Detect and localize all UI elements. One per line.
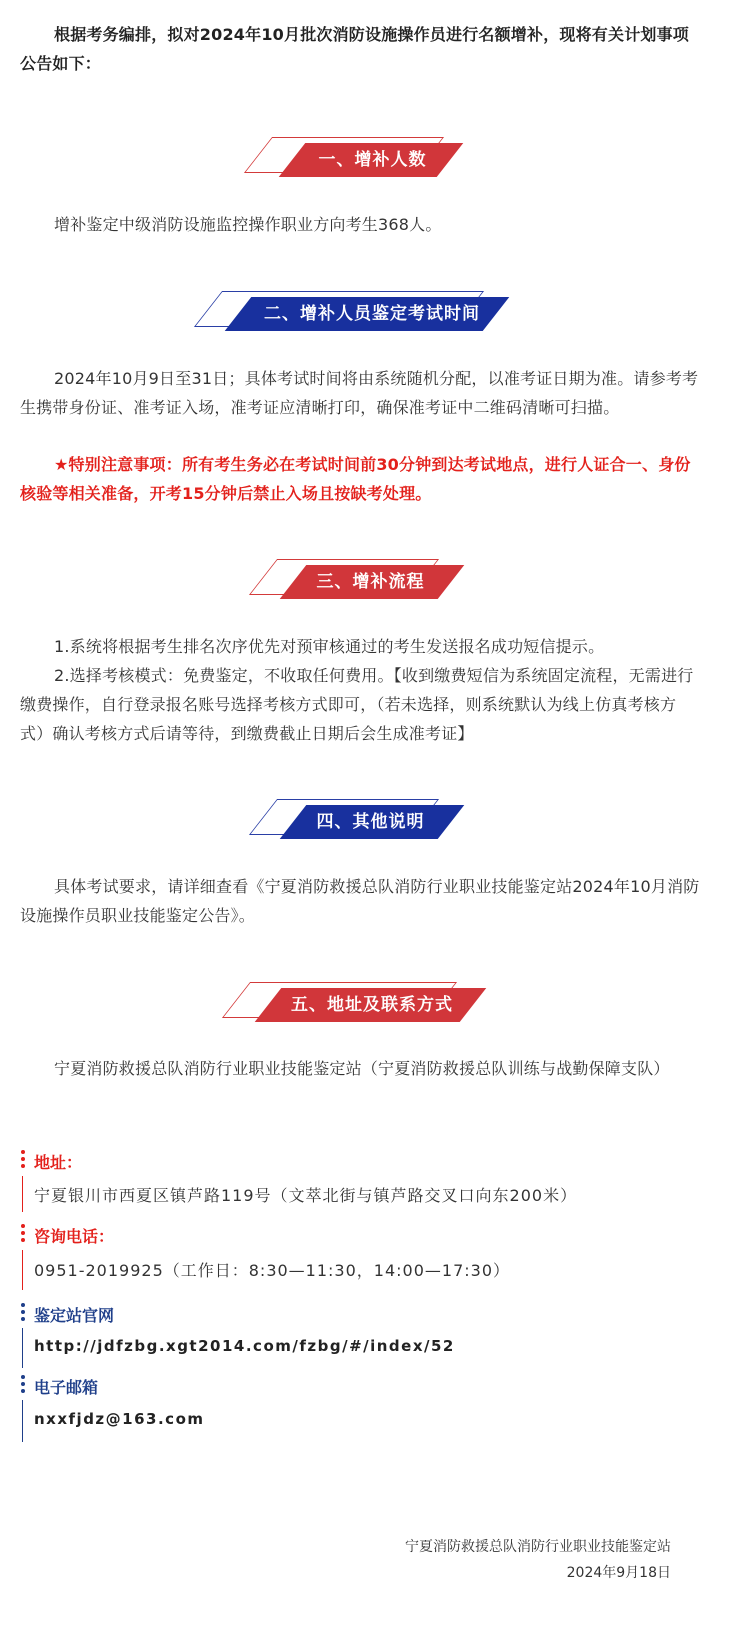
phone-divider: [22, 1250, 23, 1290]
email-marker-icon: [21, 1375, 25, 1396]
address-value: 宁夏银川市西夏区镇芦路119号（文萃北街与镇芦路交叉口向东200米）: [34, 1186, 578, 1205]
address-label: 地址：: [34, 1153, 83, 1172]
phone-label: 咨询电话：: [34, 1227, 115, 1246]
section-title-5: 五、地址及联系方式: [291, 995, 453, 1015]
section-title-2: 二、增补人员鉴定考试时间: [264, 304, 480, 324]
section-banner-1: [250, 137, 465, 177]
phone-marker-icon: [21, 1224, 25, 1245]
section-4-text: 具体考试要求，请详细查看《宁夏消防救援总队消防行业职业技能鉴定站2024年10月消防设施操作员职业技能鉴定公告》。: [20, 877, 700, 925]
section-title-4: 四、其他说明: [316, 812, 425, 832]
section-3-step-1: 1.系统将根据考生排名次序优先对预审核通过的考生发送报名成功短信提示。: [54, 637, 605, 656]
email-label: 电子邮箱: [34, 1378, 99, 1397]
section-1-text: 增补鉴定中级消防设施监控操作职业方向考生368人。: [54, 215, 442, 234]
address-divider: [22, 1176, 23, 1212]
section-3-step-2: 2.选择考核模式：免费鉴定，不收取任何费用。【收到缴费短信为系统固定流程，无需进行缴费操作，自行登录报名账号选择考核方式即可，（若未选择，则系统默认为线上仿真考核方式）确认考核方式后请等待，到缴费截止日期后会生成准考证】: [20, 666, 694, 743]
section-banner-5: [228, 982, 488, 1022]
website-marker-icon: [21, 1303, 25, 1324]
website-divider: [22, 1328, 23, 1368]
section-title-3: 三、增补流程: [316, 572, 425, 592]
section-2-text: 2024年10月9日至31日；具体考试时间将由系统随机分配，以准考证日期为准。请参考考生携带身份证、准考证入场，准考证应清晰打印，确保准考证中二维码清晰可扫描。: [20, 369, 699, 417]
intro-paragraph: 根据考务编排，拟对2024年10月批次消防设施操作员进行名额增补，现将有关计划事项公告如下：: [20, 25, 689, 73]
email-link[interactable]: nxxfjdz@163.com: [34, 1410, 205, 1428]
section-banner-4: [255, 799, 460, 839]
website-link[interactable]: http://jdfzbg.xgt2014.com/fzbg/#/index/52: [34, 1337, 455, 1355]
special-notice: ★特别注意事项：所有考生务必在考试时间前30分钟到达考试地点，进行人证合一、身份核验等相关准备，开考15分钟后禁止入场且按缺考处理。: [20, 455, 691, 503]
section-5-text: 宁夏消防救援总队消防行业职业技能鉴定站（宁夏消防救援总队训练与战勤保障支队）: [54, 1059, 670, 1078]
email-divider: [22, 1400, 23, 1442]
signature-date: 2024年9月18日: [566, 1565, 671, 1581]
signature-org: 宁夏消防救援总队消防行业职业技能鉴定站: [405, 1539, 671, 1555]
website-label: 鉴定站官网: [34, 1306, 115, 1325]
section-banner-2: [200, 291, 520, 331]
address-marker-icon: [21, 1150, 25, 1171]
section-banner-3: [255, 559, 460, 599]
phone-value: 0951-2019925（工作日：8:30—11:30，14:00—17:30）: [34, 1261, 511, 1280]
section-title-1: 一、增补人数: [318, 150, 427, 170]
